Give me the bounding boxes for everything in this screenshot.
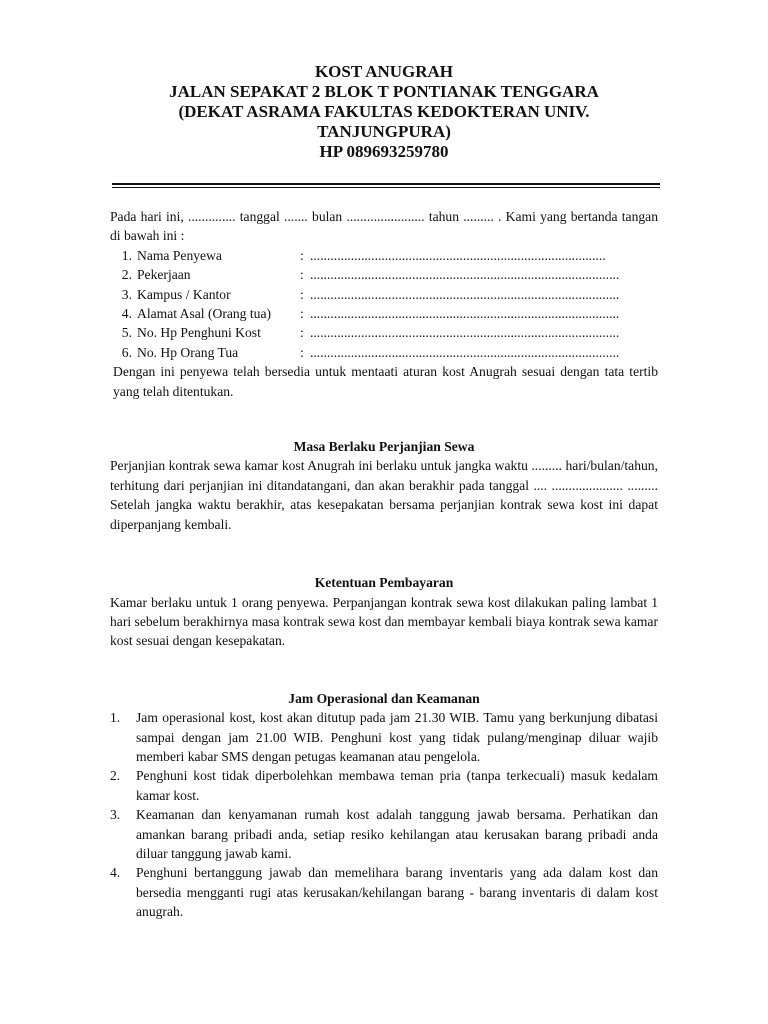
section-text-validity: Perjanjian kontrak sewa kamar kost Anugrah ini berlaku untuk jangka waktu ......... hari/bulan/tahun, terhitung dari perjanjian ini ditandatangani, dan akan berakhir pada tanggal .... ..................... ......... Setelah jangka waktu berakhir, atas kesepakatan bersama perjanjian kontrak sewa kost ini dapat diperpanjang kembali.: [110, 458, 658, 532]
field-row: [110, 304, 658, 323]
list-item-text: Jam operasional kost, kost akan ditutup pada jam 21.30 WIB. Tamu yang berkunjung dibatasi sampai dengan jam 21.00 WIB. Penghuni kost yang tidak pulang/menginap diluar wajib memberi kabar SMS dengan petugas keamanan atau pengelola.: [136, 710, 658, 764]
field-colon: :: [300, 306, 304, 322]
field-number: 3.: [121, 286, 132, 302]
tenant-fields: [110, 246, 658, 362]
field-row: [110, 265, 658, 284]
field-label: No. Hp Penghuni Kost: [137, 325, 261, 341]
list-item-text: Penghuni bertanggung jawab dan memelihara barang inventaris yang ada dalam kost dan bersedia mengganti rugi atas kerusakan/kehilangan barang - barang inventaris di dalam kost anugrah.: [136, 865, 658, 920]
field-blank: ...........................................................................................: [310, 306, 620, 322]
header-landmark-cont: TANJUNGPURA): [317, 122, 451, 141]
list-item-text: Keamanan dan kenyamanan rumah kost adalah tanggung jawab bersama. Perhatikan dan amankan barang pribadi anda, setiap resiko kehilangan atau kerusakan barang pribadi anda diluar tanggung jawab kami.: [136, 807, 658, 861]
field-number: 4.: [121, 306, 132, 322]
field-blank: ...........................................................................................: [310, 267, 620, 283]
field-label: Kampus / Kantor: [137, 286, 231, 302]
list-item: [110, 708, 658, 766]
header-divider-thick: [112, 183, 660, 185]
list-item: [110, 863, 658, 921]
field-label: Alamat Asal (Orang tua): [137, 306, 272, 322]
header-address: JALAN SEPAKAT 2 BLOK T PONTIANAK TENGGARA: [169, 82, 599, 101]
field-row: [110, 285, 658, 304]
document-body: [110, 207, 658, 922]
list-item-number: 3.: [110, 807, 121, 823]
field-label: No. Hp Orang Tua: [137, 344, 239, 360]
header-landmark: (DEKAT ASRAMA FAKULTAS KEDOKTERAN UNIV.: [178, 102, 590, 121]
list-item: [110, 805, 658, 863]
field-row: [110, 343, 658, 362]
field-colon: :: [300, 344, 304, 360]
security-rules-list: [110, 708, 658, 921]
field-number: 6.: [121, 344, 132, 360]
list-item-text: Penghuni kost tidak diperbolehkan membawa teman pria (tanpa terkecuali) masuk kedalam kamar kost.: [136, 768, 658, 803]
intro-paragraph: Pada hari ini, .............. tanggal ....... bulan ....................... tahun ......... . Kami yang bertanda tangan di bawah ini :: [110, 209, 658, 244]
section-title-validity: Masa Berlaku Perjanjian Sewa: [293, 439, 475, 455]
header-divider-thin: [112, 187, 660, 188]
section-title-payment: Ketentuan Pembayaran: [314, 575, 454, 591]
field-blank: ...........................................................................................: [310, 344, 620, 360]
field-colon: :: [300, 286, 304, 302]
header-title: KOST ANUGRAH: [314, 62, 454, 81]
field-number: 1.: [121, 247, 132, 263]
field-colon: :: [300, 325, 304, 341]
field-colon: :: [300, 267, 304, 283]
statement-paragraph: Dengan ini penyewa telah bersedia untuk mentaati aturan kost Anugrah sesuai dengan tata tertib yang telah ditentukan.: [113, 364, 658, 399]
field-blank: ...........................................................................................: [310, 286, 620, 302]
header-phone: HP 089693259780: [319, 142, 449, 161]
list-item-number: 4.: [110, 865, 121, 881]
list-item-number: 2.: [110, 768, 121, 784]
field-label: Pekerjaan: [137, 267, 191, 283]
document-header: [100, 62, 668, 162]
list-item-number: 1.: [110, 710, 121, 726]
list-item: [110, 766, 658, 805]
field-blank: ...........................................................................................: [310, 325, 620, 341]
field-label: Nama Penyewa: [137, 247, 222, 263]
section-text-payment: Kamar berlaku untuk 1 orang penyewa. Perpanjangan kontrak sewa kost dilakukan paling lambat 1 hari sebelum berakhirnya masa kontrak sewa kost dan membayar kembali biaya kontrak sewa kamar kost sesuai dengan kesepakatan.: [110, 594, 658, 649]
field-colon: :: [300, 247, 304, 263]
field-number: 5.: [121, 325, 132, 341]
section-title-security: Jam Operasional dan Keamanan: [288, 690, 480, 706]
field-row: [110, 323, 658, 342]
field-number: 2.: [121, 267, 132, 283]
field-row: [110, 246, 658, 265]
field-blank: .......................................................................................: [310, 247, 606, 263]
